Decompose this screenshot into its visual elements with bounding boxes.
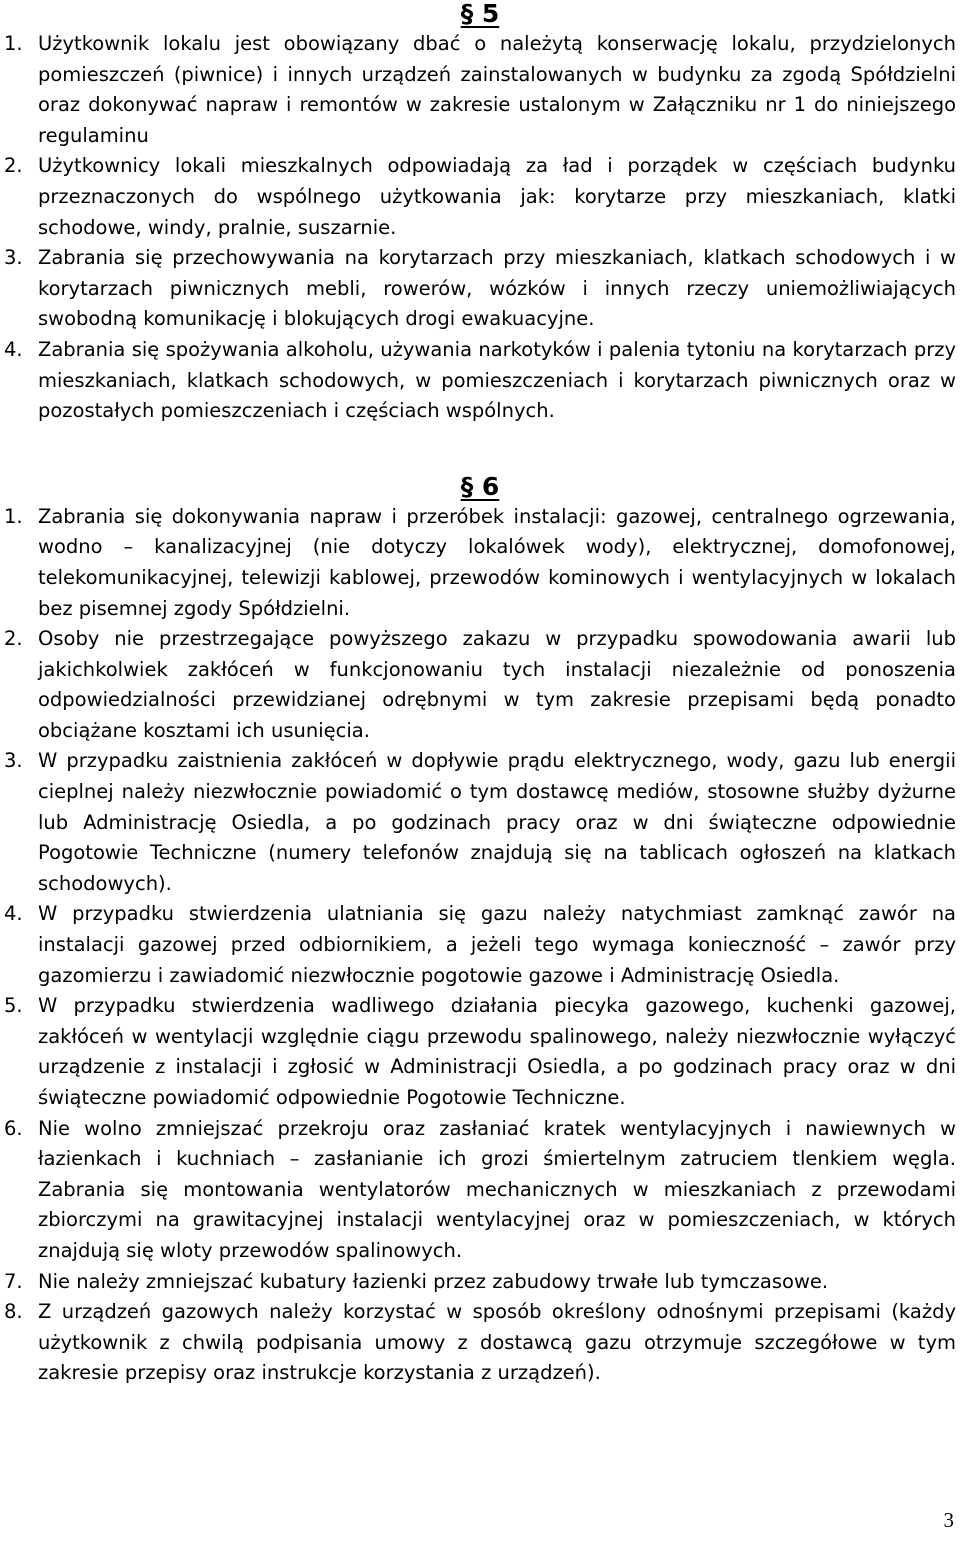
page-number: 3 — [943, 1508, 954, 1532]
item-number: 2. — [4, 627, 23, 651]
list-item — [0, 243, 960, 335]
list-item — [0, 1114, 960, 1267]
list-item — [0, 29, 960, 151]
section-heading: § 6 — [460, 471, 500, 501]
item-number: 6. — [4, 1116, 23, 1140]
item-text: W przypadku zaistnienia zakłóceń w dopływie prądu elektrycznego, wody, gazu lub energii cieplnej należy niezwłocznie powiadomić o tym dostawcę mediów, stosowne służby dyżurne lub Administrację Osiedla, a po godzinach pracy oraz w dni świąteczne odpowiednie Pogotowie Techniczne (numery telefonów znajdują się na tablicach ogłoszeń na klatkach schodowych). — [38, 749, 956, 895]
item-number: 4. — [4, 902, 23, 926]
item-text: W przypadku stwierdzenia ulatniania się gazu należy natychmiast zamknąć zawór na instalacji gazowej przed odbiornikiem, a jeżeli tego wymaga konieczność – zawór przy gazomierzu i zawiadomić niezwłocznie pogotowie gazowe i Administrację Osiedla. — [38, 902, 956, 987]
item-text: W przypadku stwierdzenia wadliwego działania piecyka gazowego, kuchenki gazowej, zakłóceń w wentylacji względnie ciągu przewodu spalinowego, należy niezwłocznie wyłączyć urządzenie z instalacji i zgłosić w Administracji Osiedla, a po godzinach pracy oraz w dni świąteczne powiadomić odpowiednie Pogotowie Techniczne. — [38, 994, 956, 1109]
list-item — [0, 899, 960, 991]
item-number: 2. — [4, 154, 23, 178]
item-text: Zabrania się dokonywania napraw i przeróbek instalacji: gazowej, centralnego ogrzewania, wodno – kanalizacyjnej (nie dotyczy lokalówek wody), elektrycznej, domofonowej, telekomunikacyjnej, telewizji kablowej, przewodów kominowych i wentylacyjnych w lokalach bez pisemnej zgody Spółdzielni. — [38, 504, 956, 620]
item-number: 1. — [4, 32, 23, 55]
item-number: 3. — [4, 749, 23, 773]
section-6 — [0, 472, 960, 1389]
item-text: Osoby nie przestrzegające powyższego zakazu w przypadku spowodowania awarii lub jakichkolwiek zakłóceń w funkcjonowaniu tych instalacji niezależnie od ponoszenia odpowiedzialności przewidzianej odrębnymi w tym zakresie przepisami będą ponadto obciążane kosztami ich usunięcia. — [38, 627, 956, 742]
item-text: Użytkownicy lokali mieszkalnych odpowiadają za ład i porządek w częściach budynku przeznaczonych do wspólnego użytkowania jak: korytarze przy mieszkaniach, klatki schodowe, windy, pralnie, suszarnie. — [38, 154, 956, 239]
item-number: 7. — [4, 1269, 23, 1293]
section-spacer — [0, 427, 960, 472]
list-item — [0, 991, 960, 1113]
paragraph-list — [0, 29, 960, 427]
item-text: Nie należy zmniejszać kubatury łazienki przez zabudowy trwałe lub tymczasowe. — [38, 1269, 829, 1293]
item-number: 8. — [4, 1300, 23, 1324]
list-item — [0, 1267, 960, 1298]
item-number: 1. — [4, 504, 23, 528]
item-number: 3. — [4, 246, 23, 270]
item-text: Z urządzeń gazowych należy korzystać w sposób określony odnośnymi przepisami (każdy użytkownik z chwilą podpisania umowy z dostawcą gazu otrzymuje szczegółowe w tym zakresie przepisy oraz instrukcje korzystania z urządzeń). — [38, 1300, 956, 1385]
list-item — [0, 624, 960, 746]
paragraph-list — [0, 502, 960, 1389]
section-heading: § 5 — [460, 0, 500, 28]
list-item — [0, 151, 960, 243]
item-text: Zabrania się spożywania alkoholu, używania narkotyków i palenia tytoniu na korytarzach przy mieszkaniach, klatkach schodowych, w pomieszczeniach i korytarzach piwnicznych oraz w pozostałych pomieszczeniach i częściach wspólnych. — [38, 337, 956, 423]
section-5 — [0, 0, 960, 427]
item-text: Użytkownik lokalu jest obowiązany dbać o należytą konserwację lokalu, przydzielonych pomieszczeń (piwnice) i innych urządzeń zainstalowanych w budynku za zgodą Spółdzielni oraz dokonywać napraw i remontów w zakresie ustalonym w Załączniku nr 1 do niniejszego regulaminu — [38, 32, 956, 147]
item-number: 4. — [4, 337, 23, 361]
item-number: 5. — [4, 994, 23, 1018]
list-item — [0, 335, 960, 427]
list-item — [0, 746, 960, 899]
list-item — [0, 1297, 960, 1389]
list-item — [0, 502, 960, 624]
item-text: Zabrania się przechowywania na korytarzach przy mieszkaniach, klatkach schodowych i w korytarzach piwnicznych mebli, rowerów, wózków i innych rzeczy uniemożliwiających swobodną komunikację i blokujących drogi ewakuacyjne. — [38, 246, 956, 331]
item-text: Nie wolno zmniejszać przekroju oraz zasłaniać kratek wentylacyjnych i nawiewnych w łazienkach i kuchniach – zasłanianie ich grozi śmiertelnym zatruciem tlenkiem węgla. Zabrania się montowania wentylatorów mechanicznych w mieszkaniach z przewodami zbiorczymi na grawitacyjnej instalacji wentylacyjnej oraz w pomieszczeniach, w których znajdują się wloty przewodów spalinowych. — [38, 1116, 956, 1262]
